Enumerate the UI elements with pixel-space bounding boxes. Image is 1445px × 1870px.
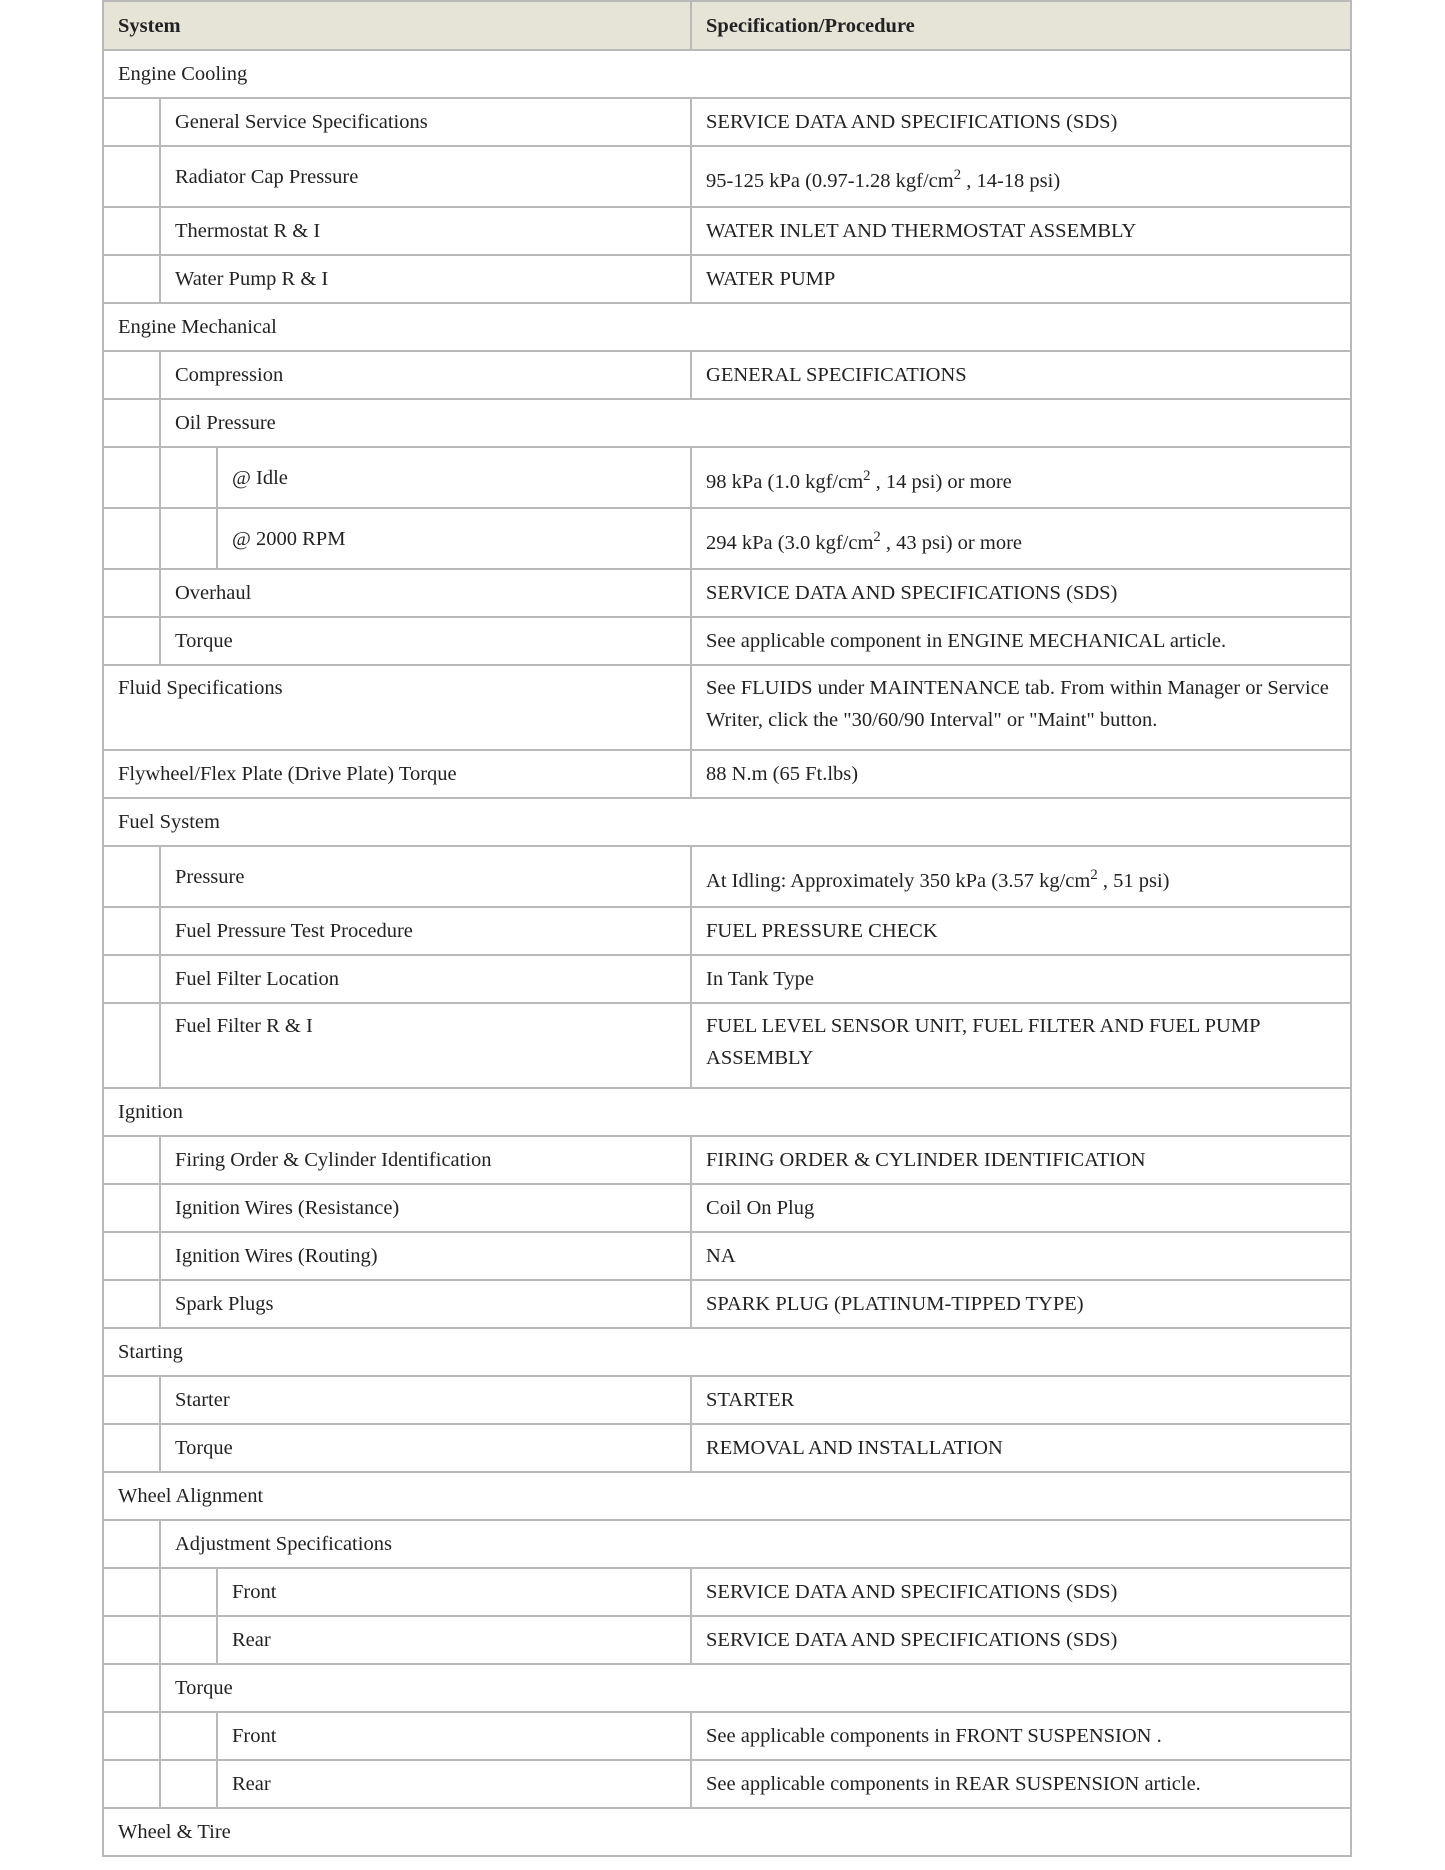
system-item-label: Ignition Wires (Resistance) bbox=[160, 1184, 691, 1232]
system-item-label: Fuel Filter Location bbox=[160, 955, 691, 1003]
indent-cell bbox=[103, 569, 160, 617]
system-section-label: Engine Cooling bbox=[103, 50, 1351, 98]
spec-text: , 43 psi) or more bbox=[880, 531, 1022, 554]
table-row bbox=[103, 1808, 1351, 1856]
indent-cell bbox=[103, 207, 160, 255]
specification-value: SERVICE DATA AND SPECIFICATIONS (SDS) bbox=[691, 1616, 1351, 1664]
indent-cell bbox=[103, 1280, 160, 1328]
specification-value: See applicable components in REAR SUSPENSION article. bbox=[691, 1760, 1351, 1808]
system-item-label: @ Idle bbox=[217, 447, 691, 508]
specification-value: Coil On Plug bbox=[691, 1184, 1351, 1232]
specification-value: See applicable components in FRONT SUSPENSION . bbox=[691, 1712, 1351, 1760]
spec-superscript: 2 bbox=[953, 166, 962, 183]
system-item-label: Oil Pressure bbox=[160, 399, 1351, 447]
table-row bbox=[103, 1136, 1351, 1184]
specification-value: WATER INLET AND THERMOSTAT ASSEMBLY bbox=[691, 207, 1351, 255]
specification-value: FUEL LEVEL SENSOR UNIT, FUEL FILTER AND FUEL PUMP ASSEMBLY bbox=[691, 1003, 1351, 1088]
table-row bbox=[103, 1003, 1351, 1088]
system-section-label: Wheel & Tire bbox=[103, 1808, 1351, 1856]
system-item-label: Spark Plugs bbox=[160, 1280, 691, 1328]
system-section-label: Ignition bbox=[103, 1088, 1351, 1136]
specification-column-header: Specification/Procedure bbox=[691, 1, 1351, 50]
specification-value: SERVICE DATA AND SPECIFICATIONS (SDS) bbox=[691, 98, 1351, 146]
indent-cell bbox=[103, 1136, 160, 1184]
table-row bbox=[103, 846, 1351, 907]
specification-value: WATER PUMP bbox=[691, 255, 1351, 303]
specification-value bbox=[691, 846, 1351, 907]
system-section-label: Flywheel/Flex Plate (Drive Plate) Torque bbox=[103, 750, 691, 798]
system-item-label: Ignition Wires (Routing) bbox=[160, 1232, 691, 1280]
indent-cell bbox=[160, 1568, 217, 1616]
table-row bbox=[103, 351, 1351, 399]
table-row bbox=[103, 798, 1351, 846]
indent-cell bbox=[103, 955, 160, 1003]
system-item-label: Compression bbox=[160, 351, 691, 399]
table-row bbox=[103, 303, 1351, 351]
table-row bbox=[103, 1280, 1351, 1328]
spec-text: 95-125 kPa (0.97-1.28 kgf/cm bbox=[706, 169, 954, 192]
indent-cell bbox=[160, 1616, 217, 1664]
table-row bbox=[103, 399, 1351, 447]
specification-value: SPARK PLUG (PLATINUM-TIPPED TYPE) bbox=[691, 1280, 1351, 1328]
indent-cell bbox=[160, 1760, 217, 1808]
table-row bbox=[103, 255, 1351, 303]
indent-cell bbox=[103, 1712, 160, 1760]
system-section-label: Wheel Alignment bbox=[103, 1472, 1351, 1520]
spec-superscript: 2 bbox=[863, 467, 871, 484]
system-item-label: Pressure bbox=[160, 846, 691, 907]
table-row bbox=[103, 146, 1351, 207]
spec-text: , 51 psi) bbox=[1097, 869, 1170, 892]
system-item-label: General Service Specifications bbox=[160, 98, 691, 146]
indent-cell bbox=[103, 1760, 160, 1808]
table-row bbox=[103, 569, 1351, 617]
system-item-label: @ 2000 RPM bbox=[217, 508, 691, 569]
table-row bbox=[103, 1328, 1351, 1376]
table-row bbox=[103, 955, 1351, 1003]
indent-cell bbox=[103, 146, 160, 207]
table-row bbox=[103, 1520, 1351, 1568]
specification-value: FIRING ORDER & CYLINDER IDENTIFICATION bbox=[691, 1136, 1351, 1184]
system-item-label: Rear bbox=[217, 1616, 691, 1664]
spec-superscript: 2 bbox=[1090, 866, 1098, 883]
indent-cell bbox=[103, 1664, 160, 1712]
indent-cell bbox=[103, 1003, 160, 1088]
table-body bbox=[103, 50, 1351, 1856]
spec-text: At Idling: Approximately 350 kPa (3.57 kg/cm bbox=[706, 869, 1091, 892]
spec-text: , 14-18 psi) bbox=[961, 169, 1061, 192]
specification-value: SERVICE DATA AND SPECIFICATIONS (SDS) bbox=[691, 569, 1351, 617]
system-item-label: Torque bbox=[160, 1664, 1351, 1712]
indent-cell bbox=[103, 1520, 160, 1568]
spec-text: 294 kPa (3.0 kgf/cm bbox=[706, 531, 874, 554]
system-item-label: Adjustment Specifications bbox=[160, 1520, 1351, 1568]
table-row bbox=[103, 207, 1351, 255]
specification-value bbox=[691, 146, 1351, 207]
table-row bbox=[103, 1424, 1351, 1472]
indent-cell bbox=[103, 447, 160, 508]
indent-cell bbox=[103, 351, 160, 399]
specification-value: GENERAL SPECIFICATIONS bbox=[691, 351, 1351, 399]
table-row bbox=[103, 907, 1351, 955]
system-column-header: System bbox=[103, 1, 691, 50]
specification-value: REMOVAL AND INSTALLATION bbox=[691, 1424, 1351, 1472]
indent-cell bbox=[103, 1376, 160, 1424]
table-row bbox=[103, 665, 1351, 750]
indent-cell bbox=[103, 255, 160, 303]
specification-table bbox=[102, 0, 1352, 1857]
system-item-label: Front bbox=[217, 1568, 691, 1616]
table-row bbox=[103, 1184, 1351, 1232]
specification-value: 88 N.m (65 Ft.lbs) bbox=[691, 750, 1351, 798]
table-row bbox=[103, 1376, 1351, 1424]
system-section-label: Starting bbox=[103, 1328, 1351, 1376]
table-row bbox=[103, 1472, 1351, 1520]
system-item-label: Torque bbox=[160, 1424, 691, 1472]
table-row bbox=[103, 617, 1351, 665]
table-row bbox=[103, 1232, 1351, 1280]
table-row bbox=[103, 447, 1351, 508]
specification-value bbox=[691, 508, 1351, 569]
indent-cell bbox=[103, 907, 160, 955]
system-item-label: Rear bbox=[217, 1760, 691, 1808]
specification-value bbox=[691, 447, 1351, 508]
indent-cell bbox=[103, 1424, 160, 1472]
system-section-label: Fuel System bbox=[103, 798, 1351, 846]
system-item-label: Water Pump R & I bbox=[160, 255, 691, 303]
indent-cell bbox=[160, 447, 217, 508]
system-item-label: Starter bbox=[160, 1376, 691, 1424]
indent-cell bbox=[103, 1184, 160, 1232]
table-row bbox=[103, 1616, 1351, 1664]
table-row bbox=[103, 750, 1351, 798]
specification-value: SERVICE DATA AND SPECIFICATIONS (SDS) bbox=[691, 1568, 1351, 1616]
system-item-label: Thermostat R & I bbox=[160, 207, 691, 255]
table-row bbox=[103, 1088, 1351, 1136]
table-row bbox=[103, 98, 1351, 146]
indent-cell bbox=[103, 1616, 160, 1664]
specification-value: FUEL PRESSURE CHECK bbox=[691, 907, 1351, 955]
system-item-label: Firing Order & Cylinder Identification bbox=[160, 1136, 691, 1184]
indent-cell bbox=[103, 399, 160, 447]
system-section-label: Engine Mechanical bbox=[103, 303, 1351, 351]
indent-cell bbox=[160, 508, 217, 569]
system-item-label: Fuel Pressure Test Procedure bbox=[160, 907, 691, 955]
table-row bbox=[103, 1712, 1351, 1760]
spec-text: , 14 psi) or more bbox=[870, 470, 1012, 493]
indent-cell bbox=[103, 1232, 160, 1280]
system-item-label: Torque bbox=[160, 617, 691, 665]
indent-cell bbox=[103, 846, 160, 907]
system-item-label: Radiator Cap Pressure bbox=[160, 146, 691, 207]
spec-superscript: 2 bbox=[873, 528, 881, 545]
system-section-label: Fluid Specifications bbox=[103, 665, 691, 750]
table-row bbox=[103, 1664, 1351, 1712]
system-item-label: Front bbox=[217, 1712, 691, 1760]
spec-text: 98 kPa (1.0 kgf/cm bbox=[706, 470, 864, 493]
system-item-label: Overhaul bbox=[160, 569, 691, 617]
indent-cell bbox=[103, 617, 160, 665]
indent-cell bbox=[103, 508, 160, 569]
specification-value: STARTER bbox=[691, 1376, 1351, 1424]
specification-value: See FLUIDS under MAINTENANCE tab. From within Manager or Service Writer, click the "30/60/90 Interval" or "Maint" button. bbox=[691, 665, 1351, 750]
table-row bbox=[103, 508, 1351, 569]
specification-value: NA bbox=[691, 1232, 1351, 1280]
specification-value: In Tank Type bbox=[691, 955, 1351, 1003]
indent-cell bbox=[103, 1568, 160, 1616]
table-row bbox=[103, 1760, 1351, 1808]
indent-cell bbox=[160, 1712, 217, 1760]
specification-value: See applicable component in ENGINE MECHANICAL article. bbox=[691, 617, 1351, 665]
table-header-row bbox=[103, 1, 1351, 50]
table-row bbox=[103, 50, 1351, 98]
indent-cell bbox=[103, 98, 160, 146]
table-row bbox=[103, 1568, 1351, 1616]
system-item-label: Fuel Filter R & I bbox=[160, 1003, 691, 1088]
